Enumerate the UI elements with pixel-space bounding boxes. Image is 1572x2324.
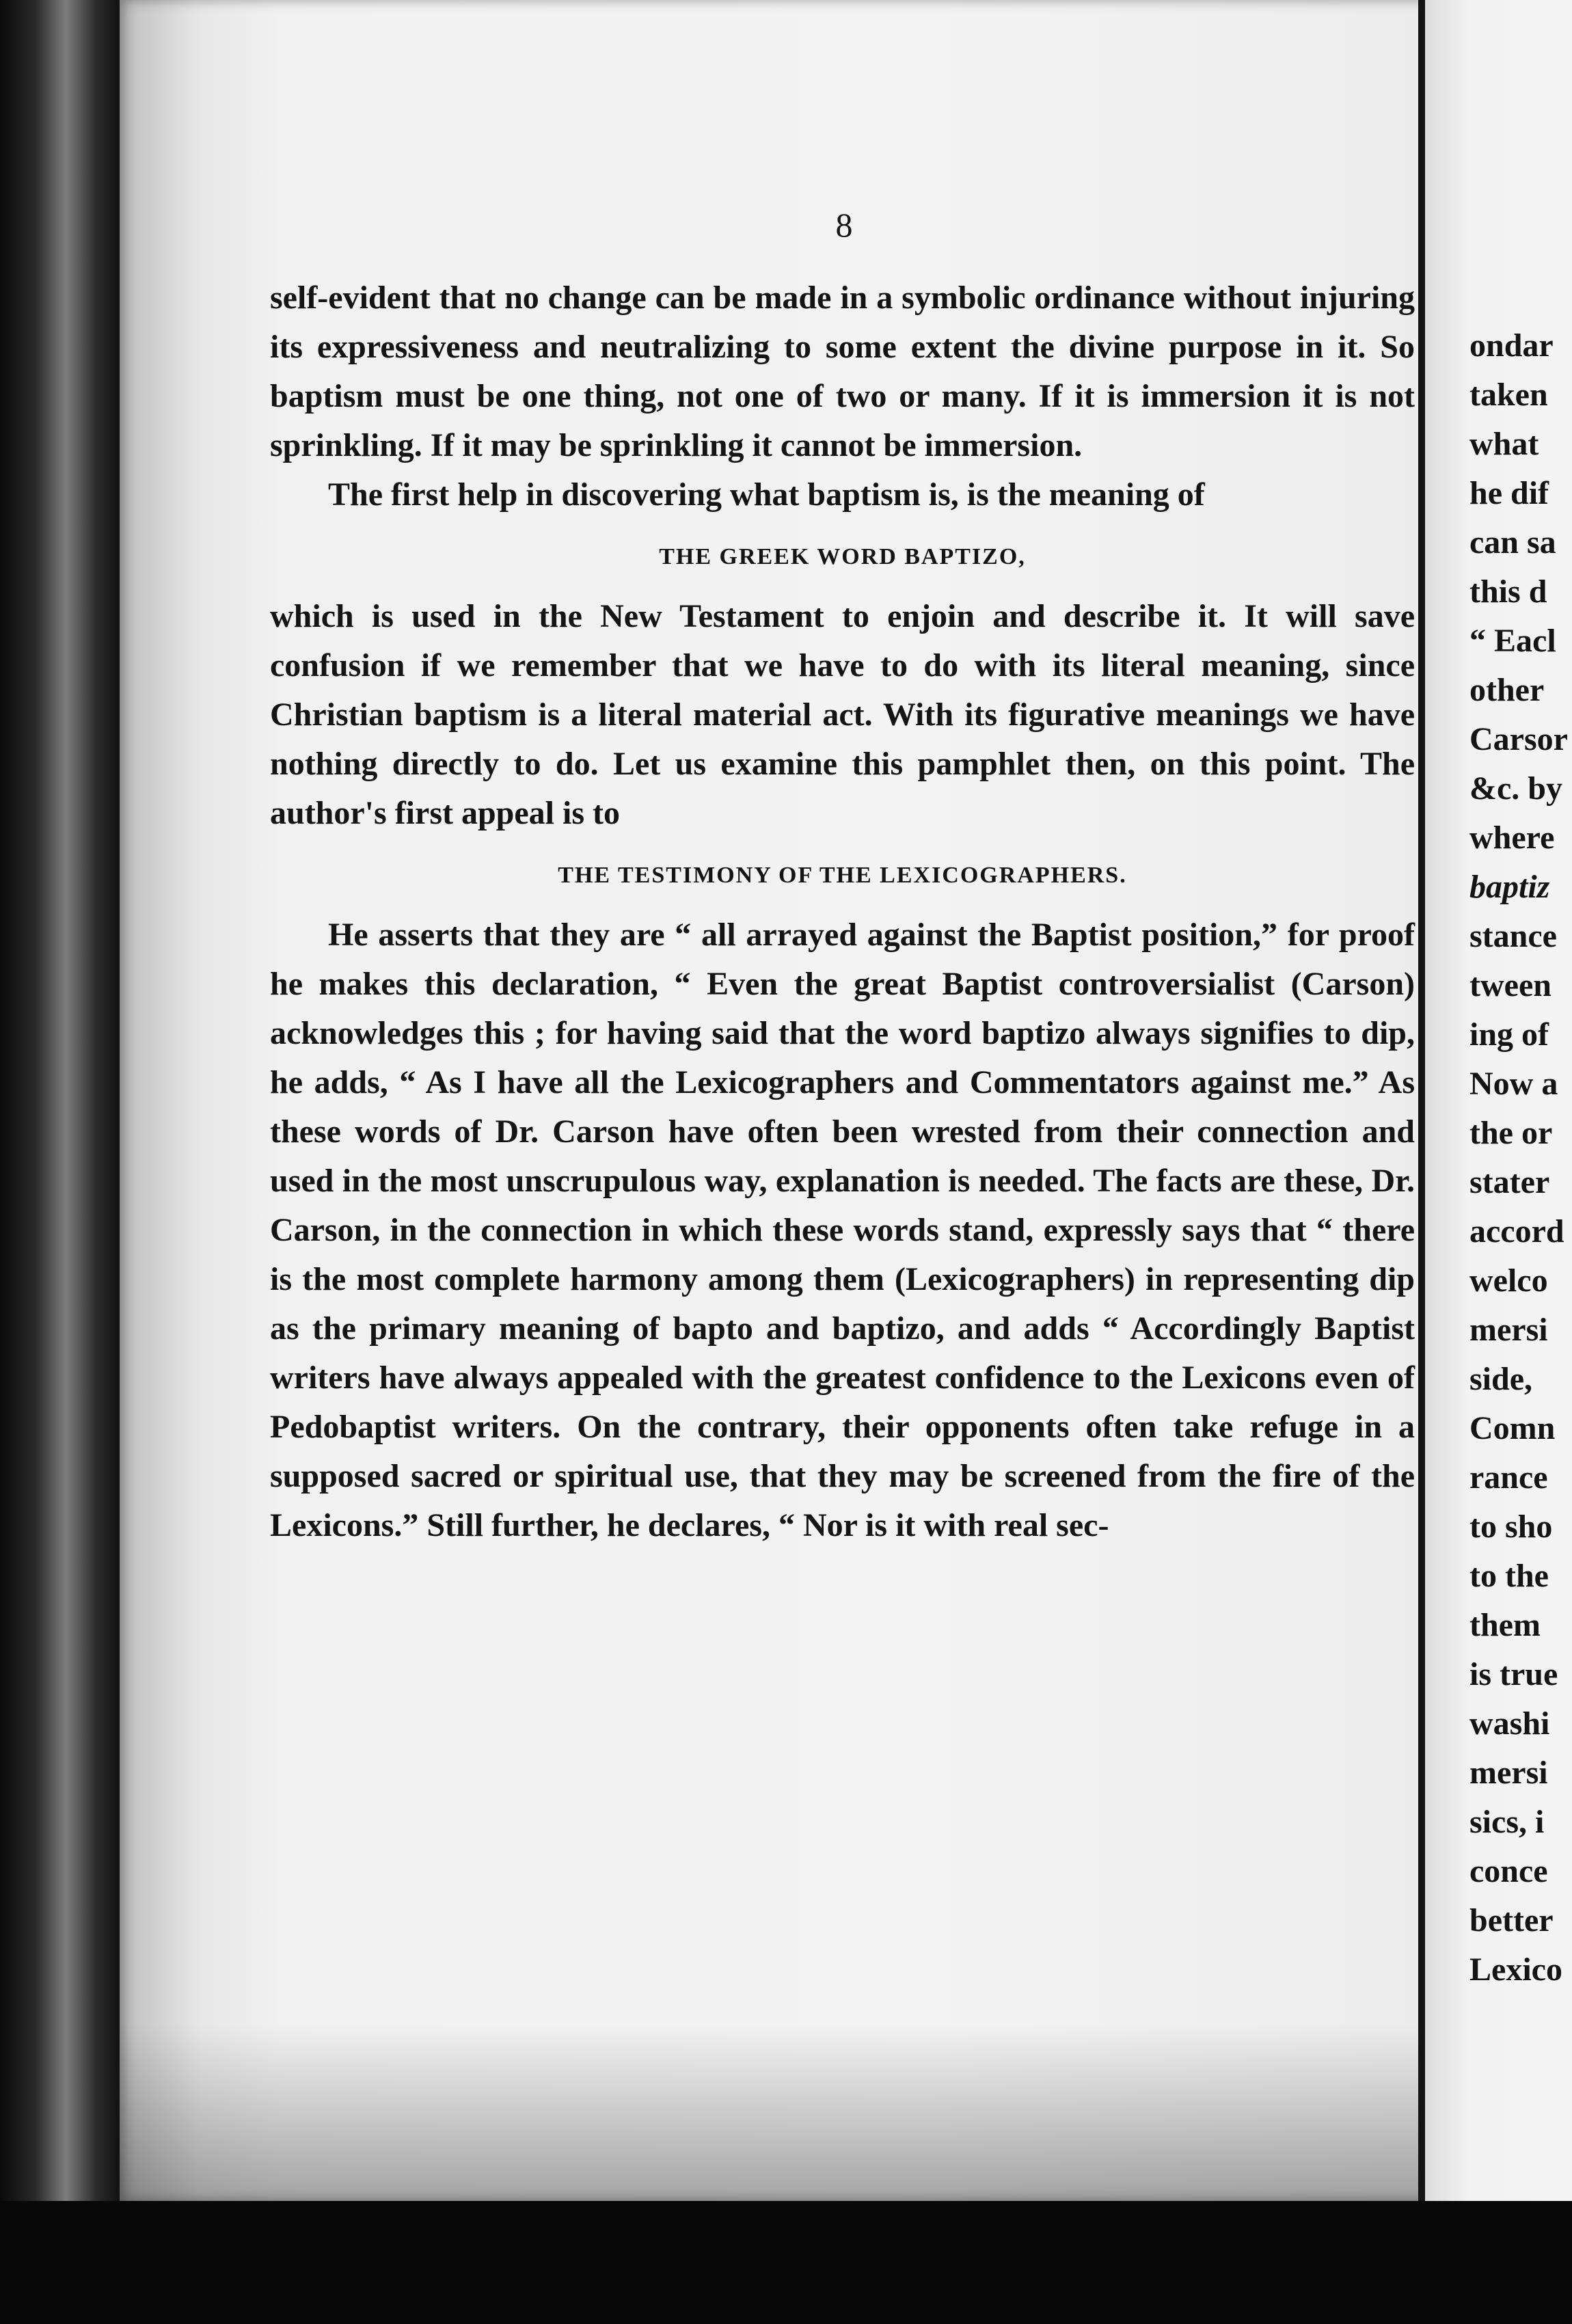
line-fragment: mersi <box>1469 1755 1548 1791</box>
line-fragment: tween <box>1469 967 1551 1003</box>
line-fragment: Now a <box>1469 1066 1558 1102</box>
line-fragment: to sho <box>1469 1509 1553 1545</box>
scan-left-edge <box>0 0 120 2324</box>
line-fragment: sics, i <box>1469 1804 1545 1840</box>
line-fragment: accord <box>1469 1213 1564 1249</box>
line-fragment: washi <box>1469 1705 1550 1742</box>
line-fragment: side, <box>1469 1361 1533 1397</box>
line-fragment: the or <box>1469 1115 1553 1151</box>
line-fragment: Carsor <box>1469 721 1568 757</box>
page-shadow <box>120 2023 1452 2201</box>
line-fragment: better <box>1469 1902 1554 1938</box>
line-fragment: Comn <box>1469 1410 1556 1446</box>
line-fragment: Lexico <box>1469 1951 1562 1988</box>
book-gutter <box>1418 0 1425 2201</box>
line-fragment: rance <box>1469 1459 1548 1496</box>
line-fragment: where <box>1469 820 1555 856</box>
line-fragment: he dif <box>1469 475 1549 511</box>
line-fragment: can sa <box>1469 524 1556 560</box>
line-fragment: conce <box>1469 1853 1548 1889</box>
line-fragment: mersi <box>1469 1312 1548 1348</box>
right-page-text <box>1469 321 1572 1995</box>
paragraph: self-evident that no change can be made in a symbolic ordinance without injuring its expressiveness and neutralizing to some extent the divine purpose in it. So baptism must be one thing, not one of two or many. If it is immersion it is not sprinkling. If it may be sprinkling it cannot be immersion. <box>270 280 1415 463</box>
line-fragment: this d <box>1469 573 1547 610</box>
line-fragment-italic: baptiz <box>1469 869 1550 905</box>
line-fragment <box>1469 863 1572 912</box>
line-fragment: &c. by <box>1469 770 1562 807</box>
paragraph: which is used in the New Testament to enjoin and describe it. It will save confusion if we remember that we have to do with its literal meaning, since Christian baptism is a literal material act. With its figurative meanings we have nothing directly to do. Let us examine this pamphlet then, on this point. The author's first appeal is to <box>270 598 1415 831</box>
line-fragment: taken <box>1469 377 1548 413</box>
section-heading: THE TESTIMONY OF THE LEXICOGRAPHERS. <box>558 863 1127 888</box>
line-fragment: “ Eacl <box>1469 623 1556 659</box>
paragraph: The first help in discovering what baptism is, is the meaning of <box>328 476 1205 513</box>
page-number: 8 <box>835 206 853 244</box>
line-fragment: ing of <box>1469 1016 1549 1053</box>
section-heading: THE GREEK WORD BAPTIZO, <box>659 544 1026 569</box>
line-fragment: to the <box>1469 1558 1549 1594</box>
line-fragment: stance <box>1469 918 1557 954</box>
line-fragment: other <box>1469 672 1545 708</box>
line-fragment: is true <box>1469 1656 1558 1692</box>
line-fragment: welco <box>1469 1262 1548 1299</box>
line-fragment: them <box>1469 1607 1541 1643</box>
line-fragment: what <box>1469 426 1539 462</box>
line-fragment: stater <box>1469 1164 1550 1200</box>
scan-bottom-edge <box>0 2201 1572 2324</box>
line-fragment: ondar <box>1469 327 1554 364</box>
paragraph: He asserts that they are “ all arrayed against the Baptist position,” for proof he makes this declaration, “ Even the great Baptist controversialist (Carson) acknowledges this ; for having said that the word baptizo always signifies to dip, he adds, “ As I have all the Lexicographers and Commentators against me.” As these words of Dr. Carson have often been wrested from their connection and used in the most unscrupulous way, explanation is needed. The facts are these, Dr. Carson, in the connection in which these words stand, expressly says that “ there is the most complete harmony among them (Lexicographers) in representing dip as the primary meaning of bapto and baptizo, and adds “ Accordingly Baptist writers have always appealed with the greatest confidence to the Lexicons even of Pedobaptist writers. On the contrary, their opponents often take refuge in a supposed sacred or spiritual use, that they may be screened from the fire of the Lexicons.” Still further, he declares, “ Nor is it with real sec- <box>270 917 1415 1543</box>
page-body <box>270 273 1415 1550</box>
